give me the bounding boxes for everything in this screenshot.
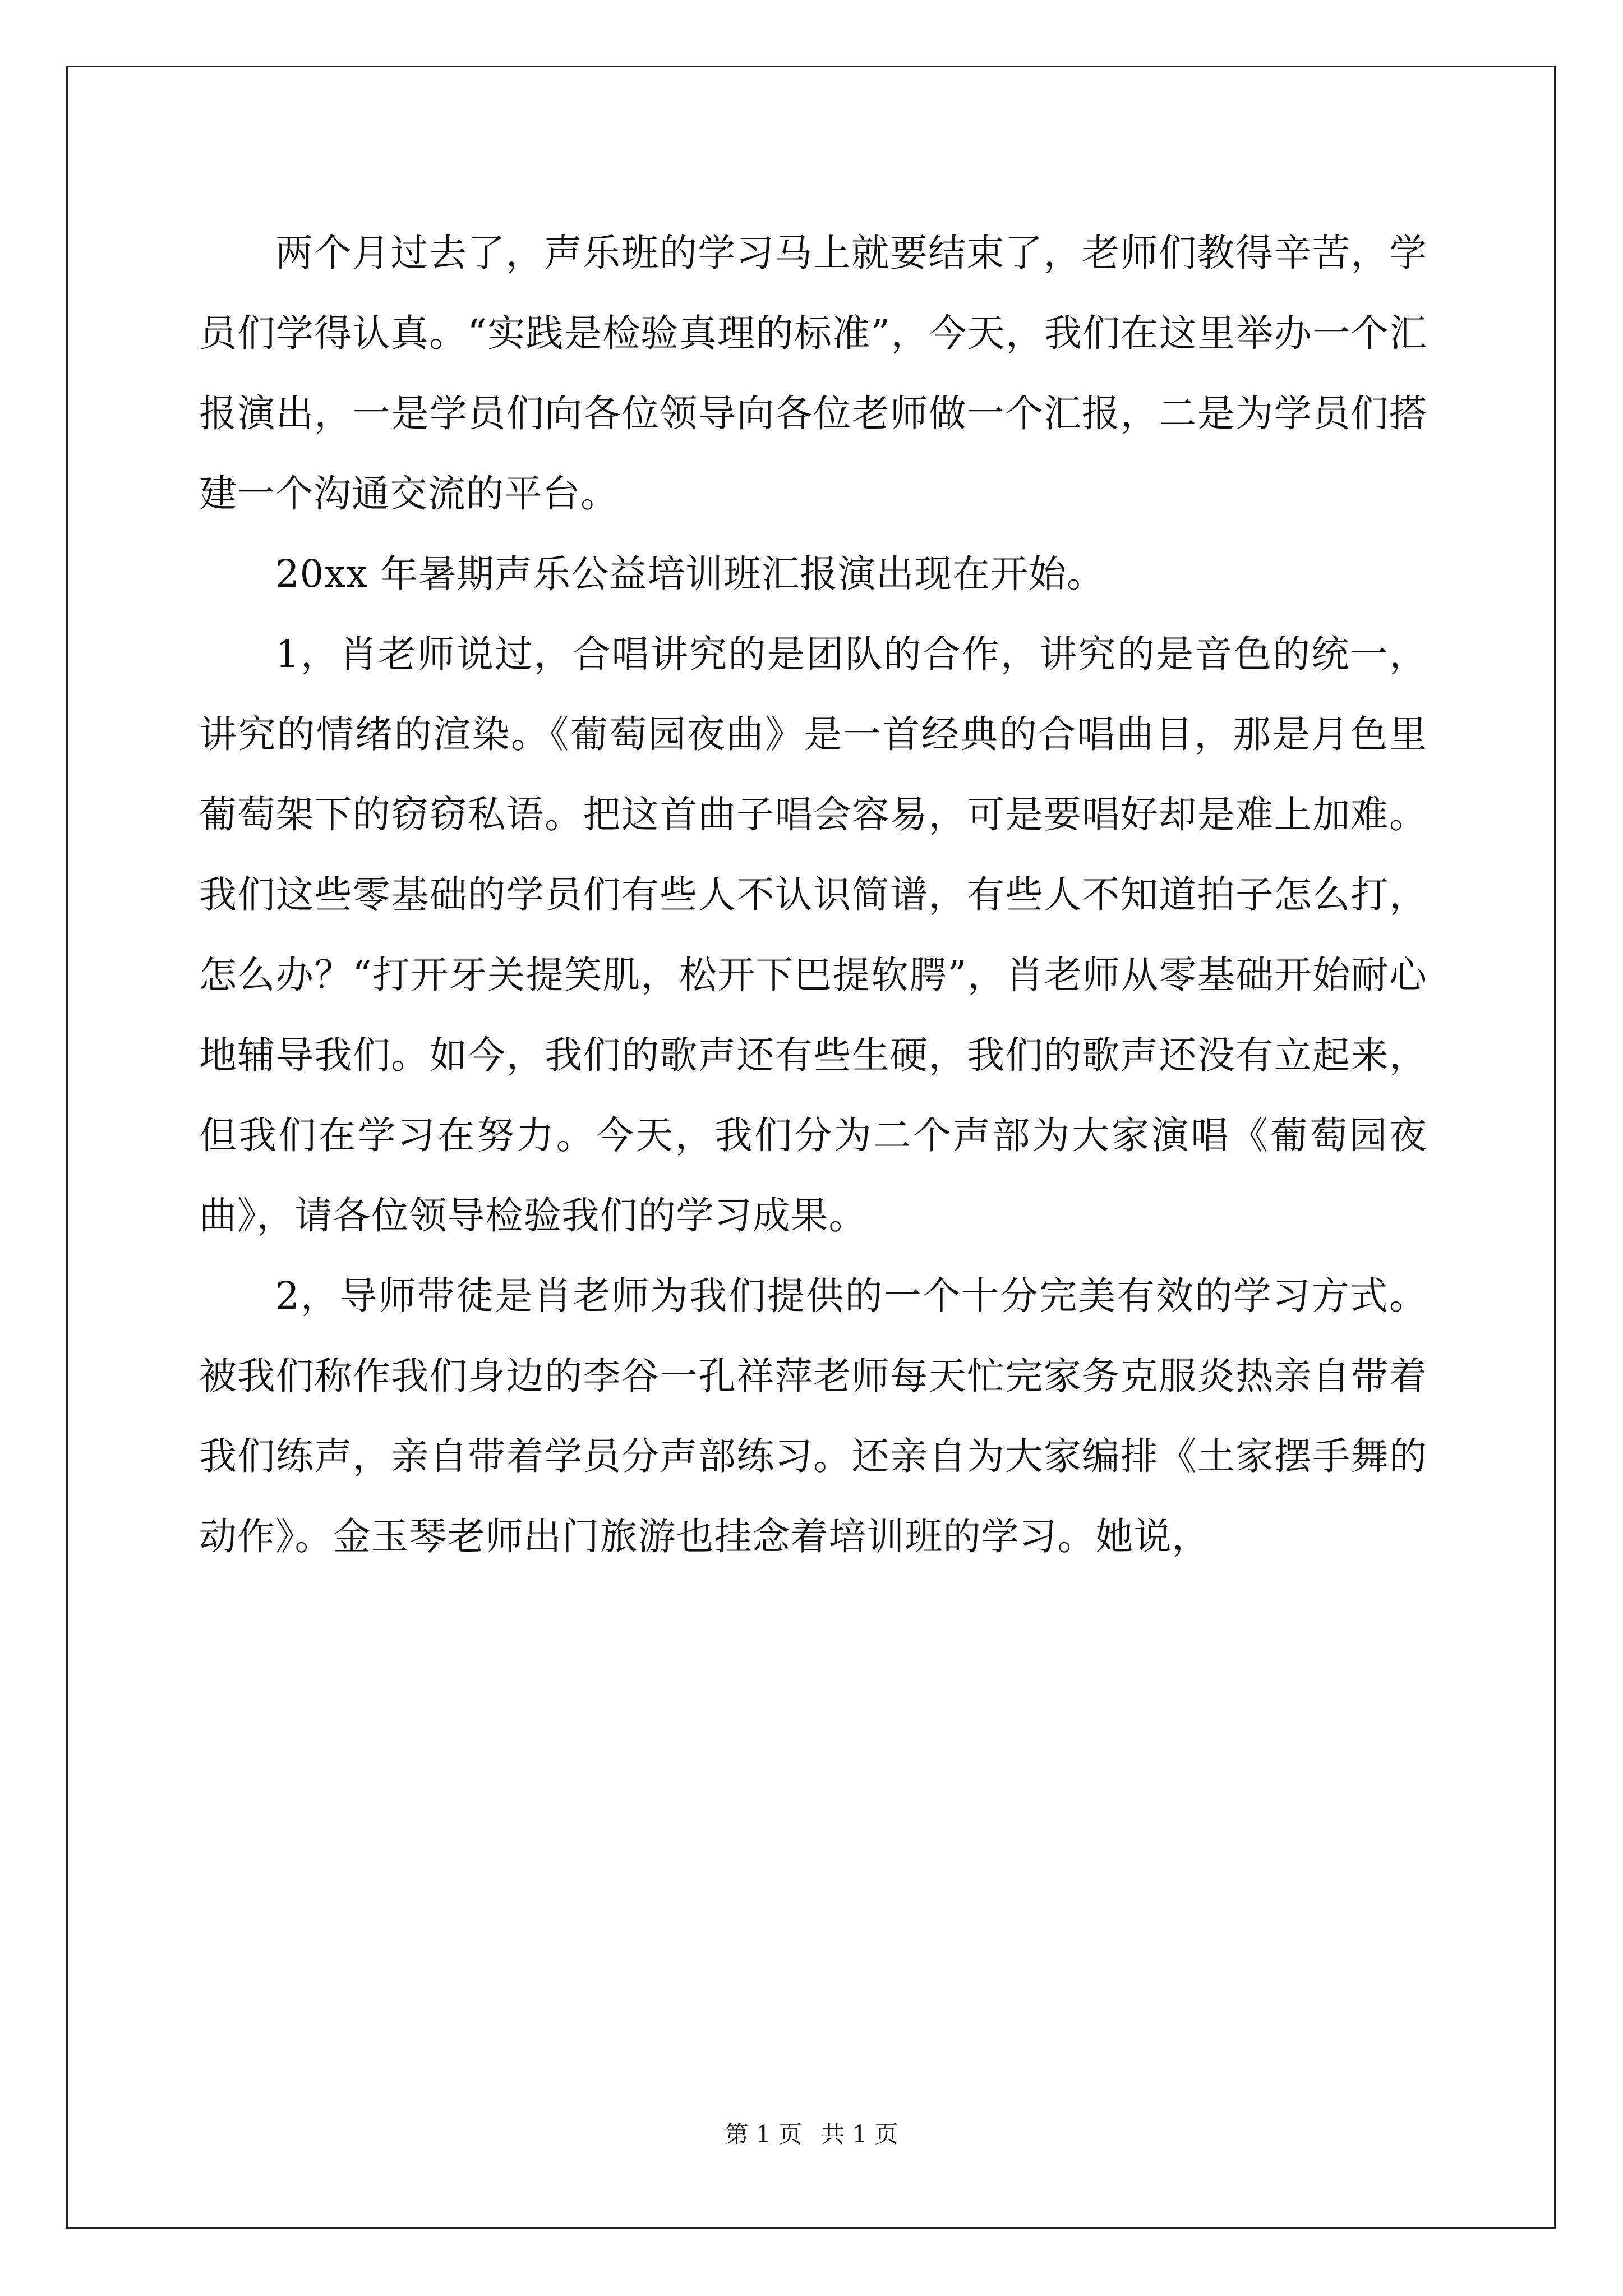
paragraph-item-1: 1，肖老师说过，合唱讲究的是团队的合作，讲究的是音色的统一，讲究的情绪的渲染。《葡萄园夜曲》是一首经典的合唱曲目，那是月色里葡萄架下的窃窃私语。把这首曲子唱会容易，可是要唱好却是难上加难。我们这些零基础的学员们有些人不认识简谱，有些人不知道拍子怎么打，怎么办？“打开牙关提笑肌，松开下巴提软腭”，肖老师从零基础开始耐心地辅导我们。如今，我们的歌声还有些生硬，我们的歌声还没有立起来，但我们在学习在努力。今天，我们分为二个声部为大家演唱《葡萄园夜曲》，请各位领导检验我们的学习成果。 [199,632,1427,1237]
document-body [199,213,1427,1577]
paragraph-intro: 两个月过去了，声乐班的学习马上就要结束了，老师们教得辛苦，学员们学得认真。“实践是检验真理的标准”，今天，我们在这里举办一个汇报演出，一是学员们向各位领导向各位老师做一个汇报，二是为学员们搭建一个沟通交流的平台。 [199,231,1427,516]
page-total: 共 1 页 [821,2120,898,2148]
paragraph-opening-announcement: 20xx 年暑期声乐公益培训班汇报演出现在开始。 [275,552,1105,596]
paragraph-item-2: 2，导师带徒是肖老师为我们提供的一个十分完美有效的学习方式。被我们称作我们身边的李谷一孔祥萍老师每天忙完家务克服炎热亲自带着我们练声，亲自带着学员分声部练习。还亲自为大家编排《土家摆手舞的动作》。金玉琴老师出门旅游也挂念着培训班的学习。她说， [199,1274,1427,1558]
page-number: 第 1 页 [725,2120,802,2148]
page-footer [0,2118,1623,2151]
